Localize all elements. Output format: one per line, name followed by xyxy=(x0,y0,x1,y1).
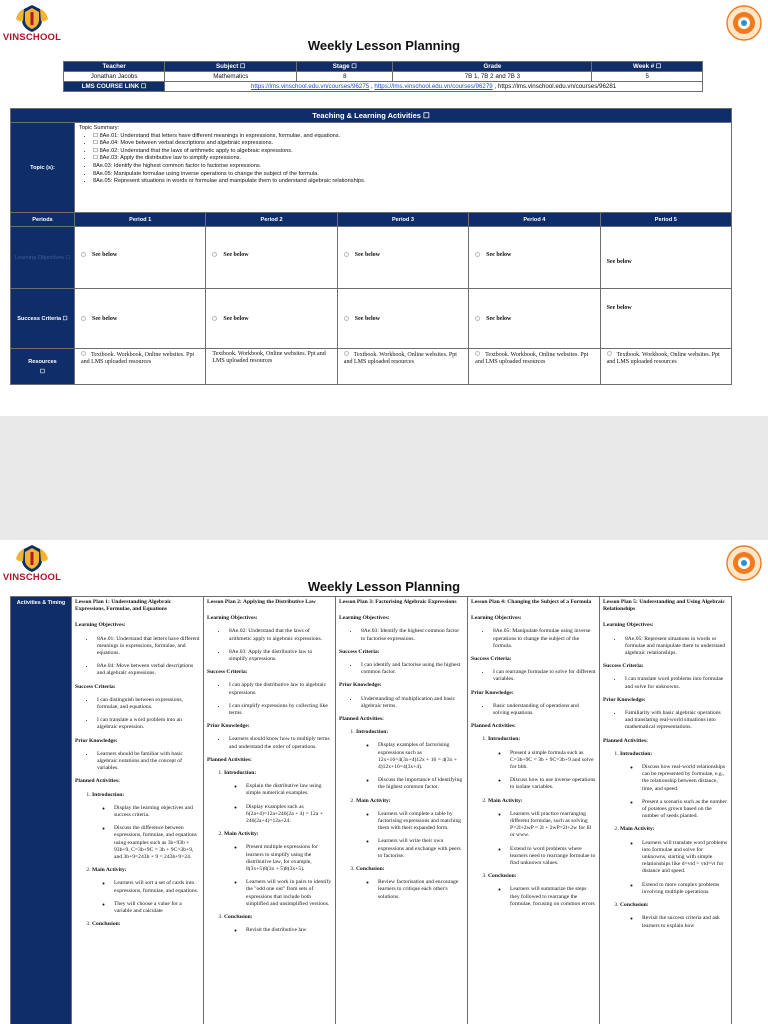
conclusion-item: ◦ Revisit the success criteria and ask learners to explain how xyxy=(640,915,728,929)
criteria-item: • I can simplify expressions by collecting like terms. xyxy=(227,703,332,717)
planned-activities-heading: Planned Activities: xyxy=(471,723,516,730)
conclusion-heading: 3. Conclusion: xyxy=(224,914,253,921)
main-activity-item: ◦ Extend to word problems where learners need to rearrange formulae to find unknown values. xyxy=(508,846,596,868)
badge-logo xyxy=(726,545,762,581)
introduction-item: ◦ Display examples such as 6(2a+4)=12a+246(2a + 4) = 12a + 246(2a+4)=12a+24. xyxy=(244,804,332,826)
objective-item-list xyxy=(623,636,728,658)
see-below-text: See below xyxy=(223,251,249,258)
main-activity-step xyxy=(92,867,200,915)
resources-label xyxy=(11,349,75,385)
introduction-item-list xyxy=(508,750,596,792)
learning-objectives-label: Learning Objectives ☐ xyxy=(11,227,75,289)
see-below-text: See below xyxy=(606,258,632,265)
periods-label: Periods xyxy=(11,213,75,227)
see-below-text: See below xyxy=(354,251,380,258)
main-activity-item: ◦ Learners will practice rearranging different formulae, such as solving P=2l+2wP = 2l + 2wP=2l+2w for lll or www. xyxy=(508,811,596,840)
main-activity-item: ◦ Extend to more complex problems involving multiple operations. xyxy=(640,882,728,896)
objective-item: • 8Ae.02: Understand that the laws of arithmetic apply to algebraic expressions. xyxy=(227,628,332,642)
prior-item-list xyxy=(227,736,332,750)
lesson-plan-2 xyxy=(204,597,336,1024)
resources-cell xyxy=(337,349,468,385)
conclusion-step xyxy=(488,873,596,908)
prior-knowledge-heading: Prior Knowledge: xyxy=(339,682,382,689)
lo-period-cell xyxy=(469,227,600,289)
lms-link-3[interactable]: https://lms.vinschool.edu.vn/courses/96281 xyxy=(497,83,617,90)
main-activity-heading: 2. Main Activity: xyxy=(620,826,655,833)
see-below-text: See below xyxy=(92,251,118,258)
bullet-icon xyxy=(81,252,86,257)
bullet-icon xyxy=(475,252,480,257)
header-teacher: Teacher xyxy=(64,62,165,72)
page-title: Weekly Lesson Planning xyxy=(307,38,461,53)
plan-title: Lesson Plan 2: Applying the Distributive Law xyxy=(207,599,316,605)
resources-label-text: Resources xyxy=(28,358,57,365)
lesson-plan-1 xyxy=(72,597,204,1024)
objective-item-list xyxy=(359,628,464,642)
bullet-icon xyxy=(475,351,480,356)
activity-steps xyxy=(224,770,332,934)
sc-period-cell xyxy=(337,289,468,349)
topic-item: • ☐ 8Ae.01: Understand that letters have different meanings in expressions, formulae, and equations. xyxy=(93,133,727,141)
sc-period-cell xyxy=(600,289,731,349)
introduction-item-list xyxy=(112,805,200,861)
introduction-heading: 1. Introduction: xyxy=(92,791,125,798)
topic-item: • ☐ 8Ae.04: Move between verbal descriptions and algebraic expressions. xyxy=(93,140,727,148)
objective-item-list xyxy=(227,628,332,663)
school-wordmark: VINSCHOOL xyxy=(2,32,62,43)
teaching-banner: Teaching & Learning Activities ☐ xyxy=(11,109,732,123)
plan-title: Lesson Plan 3: Factorising Algebraic Expressions xyxy=(339,599,457,605)
topic-row-label: Topic (s): xyxy=(11,123,75,213)
objectives-heading: Learning Objectives: xyxy=(603,622,654,629)
conclusion-item: ◦ Learners will summarize the steps they followed to rearrange the formulae, focusing on common errors xyxy=(508,886,596,908)
period-header: Period 4 xyxy=(469,213,600,227)
planned-activities-heading: Planned Activities: xyxy=(603,737,648,744)
prior-knowledge-heading: Prior Knowledge: xyxy=(603,696,646,703)
main-activity-item: ◦ Learners will translate word problems into formulae and solve for unknowns, starting with simple relationships like d=vtd = vtd=vt for distance and speed. xyxy=(640,840,728,876)
conclusion-item-list xyxy=(376,879,464,901)
criteria-heading: Success Criteria: xyxy=(207,669,248,676)
header-week: Week # ☐ xyxy=(592,62,703,72)
lo-period-cell xyxy=(206,227,337,289)
conclusion-item-list xyxy=(640,915,728,929)
introduction-item: ◦ Present a simple formula such as C=3b+9C = 3b + 9C=3b+9 and solve for bbb. xyxy=(508,750,596,772)
lms-links xyxy=(165,82,703,92)
planned-activities-heading: Planned Activities: xyxy=(207,756,252,763)
prior-knowledge-heading: Prior Knowledge: xyxy=(207,723,250,730)
resources-label-icon: ☐ xyxy=(39,368,45,375)
conclusion-heading: 3. Conclusion: xyxy=(356,866,385,873)
bullet-icon xyxy=(607,351,612,356)
activity-steps xyxy=(92,792,200,929)
week-value: 5 xyxy=(592,72,703,82)
main-activity-item-list xyxy=(640,840,728,896)
objective-item: • 8Ae.05: Represent situations in words or formulae and manipulate them to understand algebraic relationships. xyxy=(623,636,728,658)
plan-title: Lesson Plan 1: Understanding Algebraic Expressions, Formulae, and Equations xyxy=(75,599,172,613)
lesson-info-table xyxy=(63,61,703,92)
topic-item: • 8Ae.05: Manipulate formulae using inverse operations to change the subject of the formula. xyxy=(93,171,727,179)
criteria-item: • I can rearrange formulae to solve for different variables. xyxy=(491,669,596,683)
topic-item: • ☐ 8Ae.03: Apply the distributive law to simplify expressions. xyxy=(93,155,727,163)
subject-value: Mathematics xyxy=(165,72,297,82)
planned-activities-heading: Planned Activities: xyxy=(339,716,384,723)
resources-text: Textbook. Workbook, Online websites. Ppt and LMS uploaded resources xyxy=(606,352,720,366)
objective-item: • 8Ae.05: Manipulate formulae using inverse operations to change the subject of the formula. xyxy=(491,628,596,650)
objectives-heading: Learning Objectives: xyxy=(207,615,258,622)
conclusion-step xyxy=(620,902,728,930)
main-activity-item-list xyxy=(376,811,464,860)
introduction-step xyxy=(620,751,728,821)
resources-cell xyxy=(600,349,731,385)
conclusion-item-list xyxy=(244,927,332,934)
introduction-item-list xyxy=(640,764,728,820)
page-2 xyxy=(0,540,768,1024)
criteria-heading: Success Criteria: xyxy=(339,648,380,655)
criteria-heading: Success Criteria: xyxy=(75,683,116,690)
lms-link-separator: , xyxy=(492,83,498,90)
lesson-plan-4 xyxy=(468,597,600,1024)
conclusion-item-list xyxy=(508,886,596,908)
introduction-heading: 1. Introduction: xyxy=(224,770,257,777)
resources-cell xyxy=(75,349,206,385)
bullet-icon xyxy=(81,351,86,356)
main-activity-item-list xyxy=(508,811,596,867)
objective-item: • 8Ae.04: Move between verbal descriptions and algebraic expressions. xyxy=(95,663,200,677)
teaching-activities-table xyxy=(10,108,732,385)
prior-knowledge-heading: Prior Knowledge: xyxy=(471,689,514,696)
see-below-text: See below xyxy=(354,315,380,322)
lo-period-cell xyxy=(600,227,731,289)
topic-summary xyxy=(75,123,732,213)
conclusion-step xyxy=(92,921,200,928)
introduction-item: ◦ Discuss how to use inverse operations to isolate variables. xyxy=(508,777,596,791)
main-activity-heading: 2. Main Activity: xyxy=(356,797,391,804)
teacher-value: Jonathan Jacobs xyxy=(64,72,165,82)
crest-icon xyxy=(12,543,52,573)
sc-period-cell xyxy=(469,289,600,349)
planned-activities-heading: Planned Activities: xyxy=(75,778,120,785)
main-activity-item: ◦ They will choose a value for a variable and calculate xyxy=(112,901,200,915)
header-grade: Grade xyxy=(393,62,592,72)
lo-period-cell xyxy=(337,227,468,289)
conclusion-step xyxy=(356,866,464,901)
resources-text: Textbook. Workbook, Online websites. Ppt and LMS uploaded resources xyxy=(343,352,457,366)
lo-period-cell xyxy=(75,227,206,289)
introduction-item: ◦ Discuss the difference between expressions, formulae, and equations using examples such as 3b+93b + 93b+9, C=3b+9C = 3b + 9C=3b+9, and 3b+9=243b + 9 = 243b+9=24. xyxy=(112,825,200,861)
criteria-item-list xyxy=(359,662,464,676)
objectives-heading: Learning Objectives: xyxy=(75,622,126,629)
main-activity-step xyxy=(620,826,728,896)
page-title: Weekly Lesson Planning xyxy=(307,579,461,594)
lms-link-separator: , xyxy=(369,83,375,90)
introduction-heading: 1. Introduction: xyxy=(356,729,389,736)
main-activity-heading: 2. Main Activity: xyxy=(92,867,127,874)
main-activity-step xyxy=(224,831,332,908)
main-activity-heading: 2. Main Activity: xyxy=(488,797,523,804)
criteria-item: • I can translate a word problem into an algebraic expression. xyxy=(95,717,200,731)
plan-title: Lesson Plan 4: Changing the Subject of a Formula xyxy=(471,599,592,605)
objectives-heading: Learning Objectives: xyxy=(339,615,390,622)
introduction-item-list xyxy=(376,742,464,791)
prior-item: • Understanding of multiplication and basic algebraic terms. xyxy=(359,696,464,710)
conclusion-item: ◦ Revisit the distributive law xyxy=(244,927,332,934)
main-activity-step xyxy=(356,798,464,860)
crest-icon xyxy=(12,3,52,33)
introduction-item: ◦ Discuss the importance of identifying the highest common factor. xyxy=(376,777,464,791)
resources-text: Textbook. Workbook, Online websites. Ppt and LMS uploaded resources xyxy=(475,352,589,366)
lesson-plan-3 xyxy=(336,597,468,1024)
introduction-item-list xyxy=(244,783,332,825)
topic-summary-label: Topic Summary: xyxy=(79,125,120,131)
main-activity-item: ◦ Learners will work in pairs to identify the "odd one out" from sets of expressions that include both simplified and unsimplified versions. xyxy=(244,879,332,908)
introduction-item: ◦ Discuss how real-world relationships can be represented by formulae, e.g., the relationship between distance, time, and speed. xyxy=(640,764,728,793)
main-activity-item: ◦ Learners will write their own expressions and exchange with peers to factorise. xyxy=(376,838,464,860)
main-activity-heading: 2. Main Activity: xyxy=(224,831,259,838)
criteria-item-list xyxy=(623,676,728,690)
anniversary-badge-icon xyxy=(726,5,762,41)
see-below-text: See below xyxy=(486,315,512,322)
period-header: Period 2 xyxy=(206,213,337,227)
school-logo xyxy=(4,543,60,583)
bullet-icon xyxy=(344,252,349,257)
introduction-step xyxy=(92,792,200,862)
prior-item: • Learners should be familiar with basic algebraic notations and the concept of variables. xyxy=(95,751,200,773)
objective-item: • 8Ae.03: Identify the highest common factor to factorise expressions. xyxy=(359,628,464,642)
sc-period-cell xyxy=(206,289,337,349)
main-activity-item-list xyxy=(112,880,200,915)
introduction-heading: 1. Introduction: xyxy=(620,750,653,757)
bullet-icon xyxy=(81,316,86,321)
page-1 xyxy=(0,0,768,416)
plan-title: Lesson Plan 5: Understanding and Using Algebraic Relationships xyxy=(603,599,725,613)
topic-item: • 8Ae.03: Identify the highest common factor to factorise expressions. xyxy=(93,163,727,171)
introduction-step xyxy=(224,770,332,825)
see-below-text: See below xyxy=(486,251,512,258)
prior-item: • Basic understanding of operations and solving equations. xyxy=(491,703,596,717)
criteria-item: • I can translate word problems into formulae and solve for unknowns. xyxy=(623,676,728,690)
conclusion-heading: 3. Conclusion: xyxy=(488,873,517,880)
introduction-heading: 1. Introduction: xyxy=(488,736,521,743)
objective-item-list xyxy=(491,628,596,650)
resources-cell xyxy=(469,349,600,385)
objective-item: • 8Ae.01: Understand that letters have different meanings in expressions, formulae, and equations. xyxy=(95,636,200,658)
conclusion-heading: 3. Conclusion: xyxy=(92,921,121,928)
topic-item: • ☐ 8Ae.02: Understand that the laws of arithmetic apply to algebraic expressions. xyxy=(93,148,727,156)
period-header: Period 5 xyxy=(600,213,731,227)
introduction-item: ◦ Explain the distributive law using simple numerical examples. xyxy=(244,783,332,797)
see-below-text: See below xyxy=(606,304,632,311)
sc-period-cell xyxy=(75,289,206,349)
objective-item: • 8Ae.03: Apply the distributive law to simplify expressions. xyxy=(227,649,332,663)
resources-text: Textbook. Workbook, Online websites. Ppt and LMS uploaded resources xyxy=(212,351,326,365)
introduction-item: ◦ Display the learning objectives and success criteria. xyxy=(112,805,200,819)
criteria-heading: Success Criteria: xyxy=(603,663,644,670)
resources-cell xyxy=(206,349,337,385)
bullet-icon xyxy=(344,316,349,321)
main-activity-item: ◦ Learners will complete a table by factorising expressions and matching them with their expanded form. xyxy=(376,811,464,833)
criteria-item-list xyxy=(491,669,596,683)
school-wordmark: VINSCHOOL xyxy=(2,572,62,583)
header-stage: Stage ☐ xyxy=(297,62,393,72)
prior-item: • Learners should know how to multiply terms and understand the order of operations. xyxy=(227,736,332,750)
prior-item: • Familiarity with basic algebraic operations and translating real-world situations into mathematical representations. xyxy=(623,710,728,732)
lms-link-1[interactable]: https://lms.vinschool.edu.vn/courses/96275 xyxy=(250,83,370,90)
criteria-heading: Success Criteria: xyxy=(471,656,512,663)
main-activity-step xyxy=(488,798,596,868)
badge-logo xyxy=(726,5,762,41)
grade-value: 7B 1, 7B 2 and 7B 3 xyxy=(393,72,592,82)
bullet-icon xyxy=(475,316,480,321)
activity-steps xyxy=(356,729,464,901)
prior-item-list xyxy=(359,696,464,710)
success-criteria-label: Success Criteria ☐ xyxy=(11,289,75,349)
conclusion-item: ◦ Review factorisation and encourage learners to critique each other's solutions. xyxy=(376,879,464,901)
bullet-icon xyxy=(212,316,217,321)
lesson-plan-5 xyxy=(600,597,732,1024)
bullet-icon xyxy=(344,351,349,356)
criteria-item-list xyxy=(95,697,200,732)
see-below-text: See below xyxy=(223,315,249,322)
activities-timing-label: Activities & Timing xyxy=(11,597,72,1024)
school-logo xyxy=(4,3,60,43)
conclusion-step xyxy=(224,914,332,934)
lms-link-label: LMS COURSE LINK ☐ xyxy=(64,82,165,92)
prior-item-list xyxy=(491,703,596,717)
see-below-text: See below xyxy=(92,315,118,322)
topic-list xyxy=(93,133,727,186)
criteria-item-list xyxy=(227,682,332,717)
prior-item-list xyxy=(623,710,728,732)
activity-steps xyxy=(620,751,728,930)
topic-item: • 8Ae.05: Represent situations in words or formulae and manipulate them to understand algebraic relationships. xyxy=(93,178,727,186)
prior-item-list xyxy=(95,751,200,773)
criteria-item: • I can distinguish between expressions, formulae, and equations. xyxy=(95,697,200,711)
objective-item-list xyxy=(95,636,200,678)
objectives-heading: Learning Objectives: xyxy=(471,615,522,622)
prior-knowledge-heading: Prior Knowledge: xyxy=(75,737,118,744)
main-activity-item: ◦ Present multiple expressions for learners to simplify using the distributive law, for example, 8(3x+5)8(3x + 5)8(3x+5). xyxy=(244,844,332,873)
bullet-icon xyxy=(212,252,217,257)
conclusion-heading: 3. Conclusion: xyxy=(620,902,649,909)
lms-link-2[interactable]: https://lms.vinschool.edu.vn/courses/96279 xyxy=(374,83,493,90)
stage-value: 8 xyxy=(297,72,393,82)
main-activity-item-list xyxy=(244,844,332,908)
lesson-plans-table xyxy=(10,596,732,1024)
criteria-item: • I can apply the distributive law to algebraic expressions. xyxy=(227,682,332,696)
anniversary-badge-icon xyxy=(726,545,762,581)
introduction-item: ◦ Present a scenario such as the number of potatoes grown based on the number of seeds planted. xyxy=(640,799,728,821)
period-header: Period 3 xyxy=(337,213,468,227)
resources-text: Textbook. Workbook, Online websites. Ppt and LMS uploaded resources xyxy=(81,352,195,366)
period-header: Period 1 xyxy=(75,213,206,227)
introduction-step xyxy=(356,729,464,791)
criteria-item: • I can identify and factorise using the highest common factor. xyxy=(359,662,464,676)
main-activity-item: ◦ Learners will sort a set of cards into expressions, formulae, and equations. xyxy=(112,880,200,894)
introduction-item: ◦ Display examples of factorising expressions such as 12x+16=4(3x+4)12x + 16 = 4(3x + 4)12x+16=4(3x+4). xyxy=(376,742,464,771)
header-subject: Subject ☐ xyxy=(165,62,297,72)
activity-steps xyxy=(488,736,596,908)
introduction-step xyxy=(488,736,596,791)
